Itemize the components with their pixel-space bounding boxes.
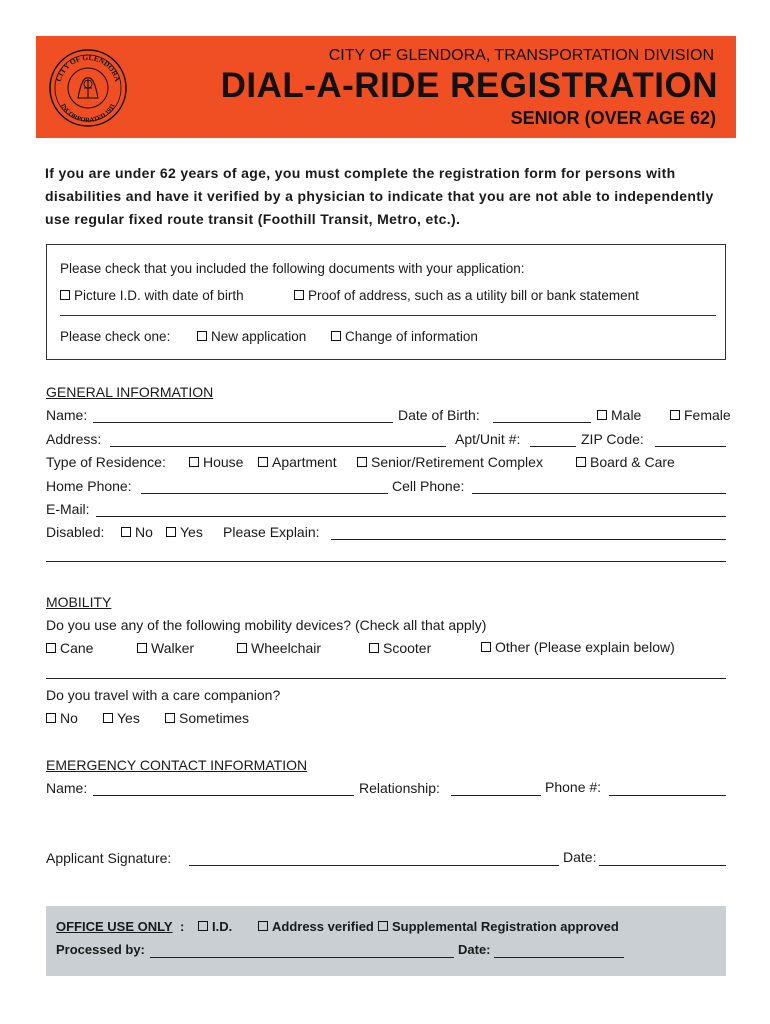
doc-item-proof-address[interactable] bbox=[294, 288, 639, 303]
documents-checklist-box bbox=[46, 244, 726, 360]
option-label: Address verified bbox=[272, 919, 374, 934]
female-option[interactable] bbox=[670, 407, 731, 423]
divider bbox=[60, 315, 716, 316]
option-label: Female bbox=[684, 407, 731, 423]
emergency-name-label: Name: bbox=[46, 780, 88, 796]
checkbox-icon[interactable] bbox=[121, 527, 131, 537]
explain-field[interactable] bbox=[331, 539, 726, 540]
doc-item-label: Picture I.D. with date of birth bbox=[74, 288, 244, 303]
option-label: Supplemental Registration approved bbox=[392, 919, 619, 934]
emergency-row bbox=[46, 780, 726, 798]
checkbox-icon[interactable] bbox=[294, 290, 304, 300]
doc-item-label: Proof of address, such as a utility bill or bank statement bbox=[308, 288, 639, 303]
residence-apartment-option[interactable] bbox=[258, 454, 337, 470]
option-label: Other (Please explain below) bbox=[495, 639, 675, 655]
office-use-panel bbox=[46, 906, 726, 976]
checkbox-icon[interactable] bbox=[597, 410, 607, 420]
zip-field[interactable] bbox=[655, 446, 726, 447]
zip-label: ZIP Code: bbox=[581, 431, 644, 447]
check-one-label: Please check one: bbox=[60, 329, 171, 344]
signature-date-label: Date: bbox=[563, 849, 597, 865]
office-use-row bbox=[56, 919, 716, 937]
residence-row bbox=[46, 454, 726, 472]
relationship-label: Relationship: bbox=[359, 780, 440, 796]
checkbox-icon[interactable] bbox=[189, 457, 199, 467]
option-label: No bbox=[60, 710, 78, 726]
dob-label: Date of Birth: bbox=[398, 407, 480, 423]
companion-question: Do you travel with a care companion? bbox=[46, 687, 281, 703]
option-label: New application bbox=[211, 329, 307, 344]
option-label: Board & Care bbox=[590, 454, 675, 470]
signature-label: Applicant Signature: bbox=[46, 850, 172, 866]
home-phone-label: Home Phone: bbox=[46, 478, 132, 494]
mobility-devices-row bbox=[46, 640, 726, 658]
device-other-option[interactable] bbox=[481, 639, 675, 655]
checkbox-icon[interactable] bbox=[46, 643, 56, 653]
checkbox-icon[interactable] bbox=[165, 713, 175, 723]
option-label: Male bbox=[611, 407, 642, 423]
checkbox-icon[interactable] bbox=[258, 457, 268, 467]
general-info-heading: GENERAL INFORMATION bbox=[46, 384, 214, 400]
office-date-field[interactable] bbox=[494, 957, 624, 958]
apt-field[interactable] bbox=[530, 446, 576, 447]
name-dob-row bbox=[46, 407, 731, 425]
emergency-heading: EMERGENCY CONTACT INFORMATION bbox=[46, 757, 308, 773]
cell-phone-label: Cell Phone: bbox=[392, 478, 465, 494]
header-banner bbox=[36, 36, 736, 138]
option-label: No bbox=[135, 524, 153, 540]
residence-label: Type of Residence: bbox=[46, 454, 166, 470]
checkbox-icon[interactable] bbox=[197, 331, 207, 341]
checkbox-icon[interactable] bbox=[103, 713, 113, 723]
male-option[interactable] bbox=[597, 407, 641, 423]
device-cane-option[interactable] bbox=[46, 640, 93, 656]
city-seal-icon bbox=[48, 48, 128, 128]
explain-field-line-2[interactable] bbox=[46, 561, 726, 562]
page-title: DIAL-A-RIDE REGISTRATION bbox=[220, 66, 718, 105]
email-row bbox=[46, 501, 726, 519]
disabled-yes-option[interactable] bbox=[166, 524, 203, 540]
emergency-phone-field[interactable] bbox=[609, 795, 726, 796]
option-label: Scooter bbox=[383, 640, 432, 656]
cell-phone-field[interactable] bbox=[472, 493, 726, 494]
residence-board-option[interactable] bbox=[576, 454, 675, 470]
office-use-colon: : bbox=[180, 919, 185, 934]
residence-house-option[interactable] bbox=[189, 454, 243, 470]
companion-options-row bbox=[46, 710, 346, 728]
option-label: Change of information bbox=[345, 329, 478, 344]
seal-bottom-text: INCORPORATED 1911 bbox=[59, 102, 117, 125]
address-field[interactable] bbox=[110, 446, 446, 447]
email-label: E-Mail: bbox=[46, 501, 90, 517]
checkbox-icon[interactable] bbox=[258, 921, 268, 931]
option-new-application[interactable] bbox=[197, 329, 306, 344]
checkbox-icon[interactable] bbox=[378, 921, 388, 931]
apt-label: Apt/Unit #: bbox=[455, 431, 521, 447]
checkbox-icon[interactable] bbox=[237, 643, 247, 653]
office-supplemental-option[interactable] bbox=[378, 919, 619, 934]
mobility-explain-field[interactable] bbox=[46, 678, 726, 679]
checkbox-icon[interactable] bbox=[166, 527, 176, 537]
intro-paragraph: If you are under 62 years of age, you must complete the registration form for persons with disabilities and have it verified by a physician to indicate that you are not able to independently use regular fixed route transit (Foothill Transit, Metro, etc.). bbox=[45, 165, 714, 227]
doc-item-photo-id[interactable] bbox=[60, 288, 244, 303]
address-label: Address: bbox=[46, 431, 102, 447]
disabled-row bbox=[46, 524, 726, 542]
name-label: Name: bbox=[46, 407, 88, 423]
checkbox-icon[interactable] bbox=[137, 643, 147, 653]
name-field[interactable] bbox=[93, 422, 393, 423]
checkbox-icon[interactable] bbox=[331, 331, 341, 341]
explain-label: Please Explain: bbox=[223, 524, 320, 540]
checkbox-icon[interactable] bbox=[576, 457, 586, 467]
processed-by-field[interactable] bbox=[150, 957, 454, 958]
header-city: CITY OF GLENDORA, TRANSPORTATION DIVISION bbox=[328, 47, 714, 64]
email-field[interactable] bbox=[96, 516, 726, 517]
companion-sometimes-option[interactable] bbox=[165, 710, 249, 726]
mobility-heading: MOBILITY bbox=[46, 594, 112, 610]
signature-row bbox=[46, 850, 726, 868]
companion-yes-option[interactable] bbox=[103, 710, 140, 726]
office-use-label: OFFICE USE ONLY bbox=[56, 919, 173, 934]
device-scooter-option[interactable] bbox=[369, 640, 431, 656]
office-address-verified-option[interactable] bbox=[258, 919, 374, 934]
option-change-information[interactable] bbox=[331, 329, 478, 344]
seal-top-text: CITY OF GLENDORA bbox=[53, 52, 123, 83]
processed-row bbox=[56, 942, 716, 960]
disabled-no-option[interactable] bbox=[121, 524, 153, 540]
option-label: Cane bbox=[60, 640, 94, 656]
signature-date-field[interactable] bbox=[599, 865, 726, 866]
device-walker-option[interactable] bbox=[137, 640, 194, 656]
documents-prompt: Please check that you included the following documents with your application: bbox=[60, 261, 525, 276]
page-subtitle: SENIOR (OVER AGE 62) bbox=[510, 108, 716, 128]
option-label: House bbox=[203, 454, 244, 470]
option-label: Senior/Retirement Complex bbox=[371, 454, 543, 470]
signature-field[interactable] bbox=[189, 865, 559, 866]
checkbox-icon[interactable] bbox=[60, 290, 70, 300]
option-label: Walker bbox=[151, 640, 195, 656]
option-label: Sometimes bbox=[179, 710, 250, 726]
residence-senior-option[interactable] bbox=[357, 454, 543, 470]
option-label: I.D. bbox=[212, 919, 233, 934]
checkbox-icon[interactable] bbox=[481, 642, 491, 652]
device-wheelchair-option[interactable] bbox=[237, 640, 321, 656]
emergency-name-field[interactable] bbox=[93, 795, 354, 796]
checkbox-icon[interactable] bbox=[46, 713, 56, 723]
option-label: Yes bbox=[117, 710, 140, 726]
checkbox-icon[interactable] bbox=[369, 643, 379, 653]
emergency-phone-label: Phone #: bbox=[545, 779, 602, 795]
checkbox-icon[interactable] bbox=[670, 410, 680, 420]
phone-row bbox=[46, 478, 726, 496]
checkbox-icon[interactable] bbox=[357, 457, 367, 467]
home-phone-field[interactable] bbox=[141, 493, 388, 494]
checkbox-icon[interactable] bbox=[198, 921, 208, 931]
disabled-label: Disabled: bbox=[46, 524, 105, 540]
processed-by-label: Processed by: bbox=[56, 942, 145, 957]
option-label: Yes bbox=[180, 524, 203, 540]
mobility-question: Do you use any of the following mobility devices? (Check all that apply) bbox=[46, 617, 487, 633]
dob-field[interactable] bbox=[493, 422, 591, 423]
option-label: Apartment bbox=[272, 454, 337, 470]
relationship-field[interactable] bbox=[451, 795, 541, 796]
office-id-option[interactable] bbox=[198, 919, 232, 934]
address-row bbox=[46, 431, 726, 449]
companion-no-option[interactable] bbox=[46, 710, 78, 726]
option-label: Wheelchair bbox=[251, 640, 322, 656]
office-date-label: Date: bbox=[458, 942, 491, 957]
